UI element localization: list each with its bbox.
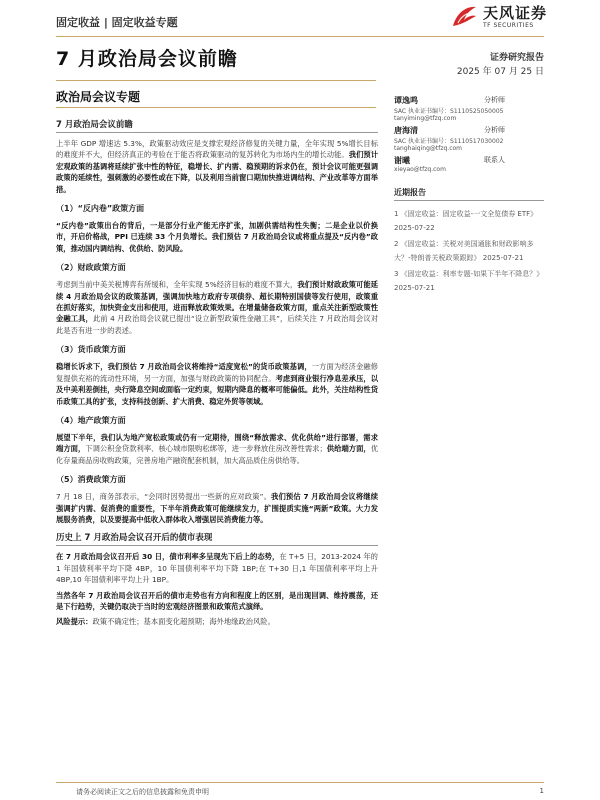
subheading-consumption: （5）消费政策方面 xyxy=(56,475,126,485)
analyst-email[interactable]: xieyao@tfzq.com xyxy=(394,166,446,173)
report-date: 2025 年 07 月 25 日 xyxy=(456,67,544,77)
paragraph-fiscal: 考虑到当前中美关税博弈有所缓和，全年实现 5%经济目标的难度不算大，我们预计财政政策可能延续 4 月政治局会议的政策基调，强调加快地方政府专项债券、超长期特别国债等发行使用，政策重在抓好落实，加快资金支出和使用，进而释放政策效果。在增量储备政策方面，重点关注新型政策性金融工具，此前 4 月政治局会议就已提出“设立新型政策性金融工具”，后续关注 7 月政治局会议对此是否有进一步的表述。 xyxy=(56,280,379,335)
main-content xyxy=(56,118,378,632)
header-divider xyxy=(56,36,544,37)
page-subtitle: 政治局会议专题 xyxy=(56,90,141,104)
logo-chinese-name: 天风证券 xyxy=(483,3,548,22)
paragraph-consumption: 7 月 18 日，商务部表示，“会同时因势提出一些新的应对政策”。我们预估 7 月政治局会议将继续强调扩内需、促消费的重要性，下半年消费政策可能继续发力，扩围提质实施“两新”政策。大力发展服务消费，以及要提高中低收入群体收入增强居民消费能力等。 xyxy=(56,492,378,524)
subheading-property: （4）地产政策方面 xyxy=(56,415,126,425)
paragraph-anti-involution: “反内卷”政策出台的背后，一是部分行业产能无序扩张，加剧供需结构性失衡；二是企业以价换市，开启价格战，PPI 已连续 33 个月负增长。我们预估 7 月政治局会议或将重点提及“反内卷”政策，推动国内调结构、优供给、防风险。 xyxy=(56,221,378,253)
analyst-role: 分析师 xyxy=(484,126,505,134)
section-heading-preview: 7 月政治局会议前瞻 xyxy=(56,118,378,133)
analyst-name: 谭逸鸣 xyxy=(394,96,418,105)
analyst-card xyxy=(394,95,544,125)
analyst-name: 谢曦 xyxy=(394,156,410,165)
paragraph-monetary: 稳增长诉求下，我们预估 7 月政治局会议将维持“适度宽松”的货币政策基调，一方面为经济金融修复提供充裕的流动性环境，另一方面，加强与财政政策的协同配合。考虑到商业银行净息差承压，以及中美利差倒挂，央行降息空间或面临一定约束，短期内降息的概率可能偏低。此外，关注结构性货币政策工具的扩张，支持科技创新、扩大消费、稳定外贸等领域。 xyxy=(56,362,379,406)
page-title: 7 月政治局会议前瞻 xyxy=(56,48,238,70)
footer-divider xyxy=(56,782,544,783)
subheading-fiscal: （2）财政政策方面 xyxy=(56,263,126,273)
sidebar xyxy=(394,95,544,297)
risk-warning: 风险提示：政策不确定性；基本面变化超预期；海外地缘政治风险。 xyxy=(56,617,275,627)
analyst-card xyxy=(394,125,544,155)
paragraph-history-2: 当然各年 7 月政治局会议召开后的债市走势也有方向和程度上的区别，是出现回调、维持震荡，还是下行趋势，关键仍取决于当时的宏观经济图景和政策范式演绎。 xyxy=(56,590,378,611)
logo-english-name: TF SECURITIES xyxy=(483,21,534,29)
company-logo xyxy=(449,2,547,32)
analyst-role: 分析师 xyxy=(484,96,505,104)
section-heading-history: 历史上 7 月政治局会议召开后的债市表现 xyxy=(56,531,378,546)
paragraph-history-1: 在 7 月政治局会议召开后 30 日，债市利率多呈现先下后上的态势，在 T+5 日，2013-2024 年的 1 年国债利率平均下降 4BP，10 年国债利率平均下降 1BP;在 T+30 日,1 年国债利率平均上升 4BP,10 年国债利率平均上升 1BP。 xyxy=(56,552,378,585)
analyst-cert: SAC 执业证书编号：S1110517030002 xyxy=(394,138,504,145)
recent-report-link[interactable]: 1 《固定收益：固定收益-一文全览债券 ETF》 2025-07-22 xyxy=(394,210,538,232)
subheading-anti-involution: （1）“反内卷”政策方面 xyxy=(56,204,145,214)
recent-reports xyxy=(394,187,544,295)
paragraph-property: 展望下半年，我们认为地产宽松政策或仍有一定期待，围绕“释放需求、优化供给”进行部署，需求端方面，下调公积金贷款利率、核心城市限购松绑等，进一步释放住房改善性需求；供给端方面，优化存量商品房收购政策，完善房地产融资配套机制，加大高品质住房供给等。 xyxy=(56,432,379,465)
recent-report-link[interactable]: 3 《固定收益：利率专题-如果下半年不降息？》 2025-07-21 xyxy=(394,270,544,292)
report-type: 证券研究报告 xyxy=(489,53,544,63)
analyst-email[interactable]: tanghaiqing@tfzq.com xyxy=(394,145,463,152)
analyst-name: 唐海清 xyxy=(394,126,418,135)
recent-report-link[interactable]: 2 《固定收益：关税对美国通胀和财政影响多大？-特朗普关税政策跟踪》 2025-07-21 xyxy=(394,240,534,262)
recent-reports-heading: 近期报告 xyxy=(394,187,544,201)
analyst-card xyxy=(394,155,544,181)
phoenix-logo-icon xyxy=(449,2,479,32)
report-category: 固定收益 | 固定收益专题 xyxy=(56,16,178,29)
analyst-cert: SAC 执业证书编号：S1110525050005 xyxy=(394,108,504,115)
subheading-monetary: （3）货币政策方面 xyxy=(56,345,126,355)
analyst-role: 联系人 xyxy=(484,156,505,164)
subtitle-bar xyxy=(56,80,376,108)
intro-paragraph: 上半年 GDP 增速达 5.3%，政策驱动效应是支撑宏观经济修复的关键力量，全年实现 5%增长目标的难度并不大，但经济真正的考验在于能否将政策驱动的复苏转化为市场内生的增长动能。我们预计宏观政策的基调将延续扩张中性的特征，稳增长、扩内需、稳预期的诉求仍在，预计会议可能更强调政策的延续性，强刺激的必要性或在下降，以及利用当前窗口期加快推进调结构、产业改革等方面举措。 xyxy=(56,139,379,194)
page-number: 1 xyxy=(539,787,544,795)
analyst-email[interactable]: tanyiming@tfzq.com xyxy=(394,115,457,122)
footer-disclaimer: 请务必阅读正文之后的信息披露和免责申明 xyxy=(76,788,209,796)
